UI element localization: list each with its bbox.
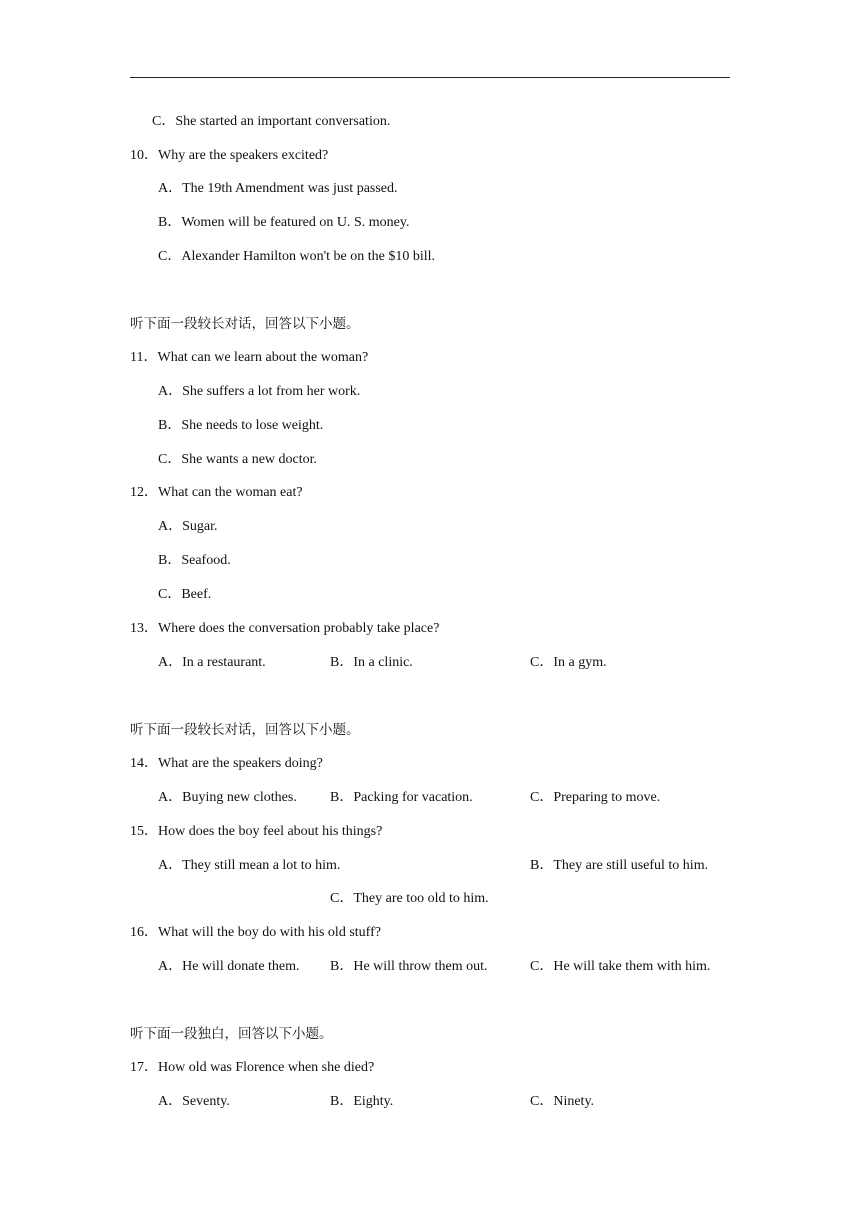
q10-option-b: B．Women will be featured on U. S. money. xyxy=(158,215,410,230)
q17-option-c: C．Ninety. xyxy=(530,1094,595,1109)
q15-option-b: B．They are still useful to him. xyxy=(530,858,709,873)
q11-option-b: B．She needs to lose weight. xyxy=(158,418,324,433)
q10-option-c: C．Alexander Hamilton won't be on the $10 bill. xyxy=(158,249,436,264)
q14-option-b: B．Packing for vacation. xyxy=(330,790,473,805)
q12-option-a: A．Sugar. xyxy=(158,519,218,534)
q10-question: 10．Why are the speakers excited? xyxy=(130,148,329,163)
q13-option-a: A．In a restaurant. xyxy=(158,655,266,670)
q14-option-c: C．Preparing to move. xyxy=(530,790,661,805)
q10-option-a: A．The 19th Amendment was just passed. xyxy=(158,181,398,196)
q11-question: 11．What can we learn about the woman? xyxy=(130,350,369,365)
q9-option-c: C．She started an important conversation. xyxy=(152,114,391,129)
q16-option-b: B．He will throw them out. xyxy=(330,959,488,974)
q13-option-b: B．In a clinic. xyxy=(330,655,413,670)
q13-question: 13．Where does the conversation probably take place? xyxy=(130,621,440,636)
q15-option-a: A．They still mean a lot to him. xyxy=(158,858,341,873)
q11-option-c: C．She wants a new doctor. xyxy=(158,452,318,467)
section-instruction-3: 听下面一段独白，回答以下小题。 xyxy=(130,1026,333,1042)
q12-option-c: C．Beef. xyxy=(158,587,212,602)
q14-question: 14．What are the speakers doing? xyxy=(130,756,323,771)
q17-question: 17．How old was Florence when she died? xyxy=(130,1060,375,1075)
q17-option-a: A．Seventy. xyxy=(158,1094,230,1109)
q14-option-a: A．Buying new clothes. xyxy=(158,790,297,805)
q16-question: 16．What will the boy do with his old stuff? xyxy=(130,925,381,940)
q11-option-a: A．She suffers a lot from her work. xyxy=(158,384,361,399)
q16-option-a: A．He will donate them. xyxy=(158,959,300,974)
section-instruction-2: 听下面一段较长对话，回答以下小题。 xyxy=(130,722,360,738)
q12-question: 12．What can the woman eat? xyxy=(130,485,303,500)
q15-question: 15．How does the boy feel about his things? xyxy=(130,824,383,839)
q12-option-b: B．Seafood. xyxy=(158,553,231,568)
header-rule xyxy=(130,77,730,78)
q13-option-c: C．In a gym. xyxy=(530,655,607,670)
q17-option-b: B．Eighty. xyxy=(330,1094,394,1109)
section-instruction-1: 听下面一段较长对话，回答以下小题。 xyxy=(130,316,360,332)
q16-option-c: C．He will take them with him. xyxy=(530,959,711,974)
q15-option-c: C．They are too old to him. xyxy=(330,891,489,906)
